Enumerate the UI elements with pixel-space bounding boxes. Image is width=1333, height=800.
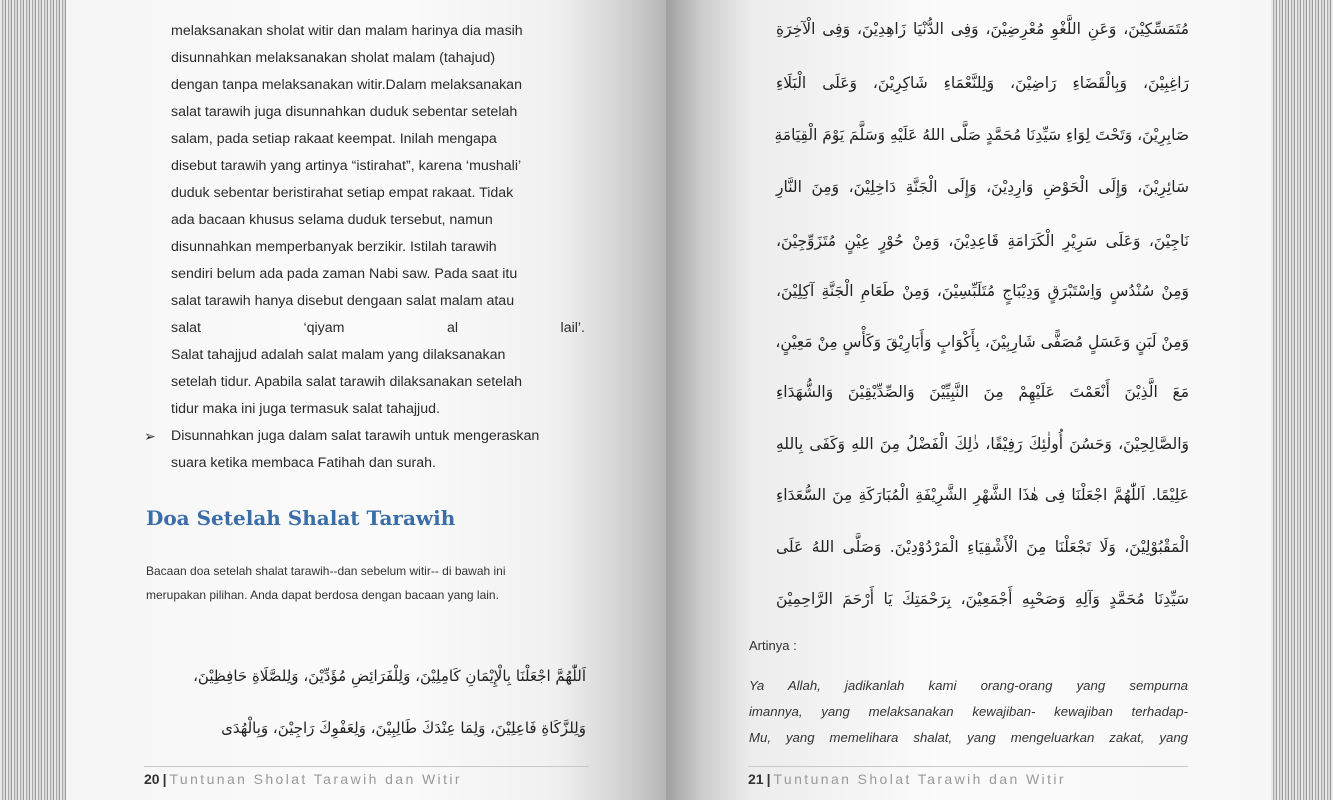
page-number: 20 [144,771,160,787]
text-line: sendiri belum ada pada zaman Nabi saw. Pada saat itu [171,266,518,282]
bullet-item [144,423,585,477]
text-line: Ya Allah, jadikanlah kami orang-orang yang sempurna [749,678,1188,693]
right-page [666,0,1271,800]
left-page-stack-edge [0,0,66,800]
arabic-line: سَائِرِيْنَ، وَإِلَى الْحَوْضِ وَارِدِيْنَ، وَإِلَى الْجَنَّةِ دَاخِلِيْنَ، وَمِنَ النَّارِ [776,178,1189,196]
text-line: salam, pada setiap rakaat keempat. Inilah mengapa [171,131,497,147]
text-line: Disunnahkan juga dalam salat tarawih untuk mengeraskan [171,428,540,444]
arabic-line: وَلِلزَّكَاةِ فَاعِلِيْنَ، وَلِمَا عِنْدَكَ طَالِبِيْنَ، وَلِعَفْوِكَ رَاجِيْنَ، وَبِالْهُدَى [221,719,586,737]
arabic-line: وَمِنْ سُنْدُسٍ وَاِسْتَبْرَقٍ وَدِيْبَاجٍ مُتَلَبِّسِيْنَ، وَمِنْ طَعَامِ الْجَنَّةِ آكِلِيْنَ، [776,282,1189,300]
arabic-line: مَعَ الَّذِيْنَ أَنْعَمْتَ عَلَيْهِمْ مِنَ النَّبِيِّيْنَ وَالصِّدِّيْقِيْنَ وَالشُّهَدَاءِ [776,383,1189,401]
arrow-bullet-icon: ➢ [144,428,156,444]
text-line: disunnahkan memperbanyak berzikir. Istilah tarawih [171,239,497,255]
page-footer [144,766,589,800]
text-line: salat ‘qiyam al lail’. [171,320,585,336]
text-line: merupakan pilihan. Anda dapat berdosa dengan bacaan yang lain. [146,588,499,602]
intro-text [146,559,586,607]
text-line: ada bacaan khusus selama duduk tersebut, namun [171,212,493,228]
footer-separator: | [766,771,771,787]
arabic-line: وَالصَّالِحِيْنَ، وَحَسُنَ أُولٰئِكَ رَفِيْقًا، ذٰلِكَ الْفَضْلُ مِنَ اللهِ وَكَفَى بِاللهِ [776,435,1189,453]
translation-label: Artinya : [749,638,797,653]
arabic-line: الْمَقْبُوْلِيْنَ، وَلَا تَجْعَلْنَا مِنَ الْأَشْقِيَاءِ الْمَرْدُوْدِيْنَ. وَصَلَّى اللهُ عَلَى [776,538,1189,556]
arabic-line: سَيِّدِنَا مُحَمَّدٍ وَآلِهِ وَصَحْبِهِ أَجْمَعِيْنَ، بِرَحْمَتِكَ يَا أَرْحَمَ الرَّاحِمِيْنَ [776,590,1189,608]
text-line: suara ketika membaca Fatihah dan surah. [171,455,436,471]
arabic-line: صَابِرِيْنَ، وَتَحْتَ لِوَاءِ سَيِّدِنَا مُحَمَّدٍ صَلَّى اللهُ عَلَيْهِ وَسَلَّمَ يَوْمَ الْقِيَامَةِ [774,126,1189,144]
arabic-line: عَلِيْمًا. اَللّٰهُمَّ اجْعَلْنَا فِى هٰذَا الشَّهْرِ الشَّرِيْفَةِ الْمُبَارَكَةِ مِنَ السُّعَدَاءِ [776,486,1189,504]
arabic-line: اَللّٰهُمَّ اجْعَلْنَا بِالْإِيْمَانِ كَامِلِيْنَ، وَلِلْفَرَائِضِ مُؤَدِّيْنَ، وَلِلصَّلَاةِ حَافِظِيْنَ، [193,667,586,685]
section-heading: Doa Setelah Shalat Tarawih [146,506,456,530]
text-line: disebut tarawih yang artinya “istirahat”, karena ‘mushali’ [171,158,522,174]
text-line: duduk sebentar beristirahat setiap empat rakaat. Tidak [171,185,514,201]
left-page [66,0,666,800]
page-number: 21 [748,771,764,787]
arabic-line: مُتَمَسِّكِيْنَ، وَعَنِ اللَّغْوِ مُعْرِضِيْنَ، وَفِى الدُّنْيَا زَاهِدِيْنَ، وَفِى الْآخِرَةِ [776,20,1189,38]
text-line: dengan tanpa melaksanakan witir.Dalam melaksanakan [171,77,522,93]
text-line: melaksanakan sholat witir dan malam harinya dia masih [171,23,523,39]
text-line: Mu, yang memelihara shalat, yang mengeluarkan zakat, yang [749,730,1188,745]
text-line: salat tarawih juga disunnahkan duduk sebentar setelah [171,104,518,120]
text-line: disunnahkan melaksanakan sholat malam (tahajud) [171,50,496,66]
arabic-line: نَاجِيْنَ، وَعَلَى سَرِيْرِ الْكَرَامَةِ قَاعِدِيْنَ، وَمِنْ حُوْرٍ عِيْنٍ مُتَزَوِّجِيْنَ، [776,232,1189,250]
book-title: Tuntunan Sholat Tarawih dan Witir [773,771,1066,787]
text-line: tidur maka ini juga termasuk salat tahajjud. [171,401,440,417]
text-line: setelah tidur. Apabila salat tarawih dilaksanakan setelah [171,374,522,390]
footer-separator: | [162,771,167,787]
text-line: Salat tahajjud adalah salat malam yang dilaksanakan [171,347,506,363]
text-line: imannya, yang melaksanakan kewajiban- kewajiban terhadap- [749,704,1188,719]
arabic-line: رَاغِبِيْنَ، وَبِالْقَضَاءِ رَاضِيْنَ، وَلِلنَّعْمَاءِ شَاكِرِيْنَ، وَعَلَى الْبَلَاءِ [776,74,1189,92]
translation-text [749,673,1188,751]
text-line: Bacaan doa setelah shalat tarawih--dan sebelum witir-- di bawah ini [146,564,506,578]
text-line: salat tarawih hanya disebut dengaan salat malam atau [171,293,515,309]
body-text [144,18,585,477]
right-page-stack-edge [1271,0,1333,800]
book-title: Tuntunan Sholat Tarawih dan Witir [169,771,462,787]
arabic-line: وَمِنْ لَبَنٍ وَعَسَلٍ مُصَفًّى شَارِبِيْنَ، بِأَكْوَابٍ وَأَبَارِيْقَ وَكَأْسٍ مِنْ مَعِيْنٍ، [775,333,1189,351]
page-footer [748,766,1188,800]
